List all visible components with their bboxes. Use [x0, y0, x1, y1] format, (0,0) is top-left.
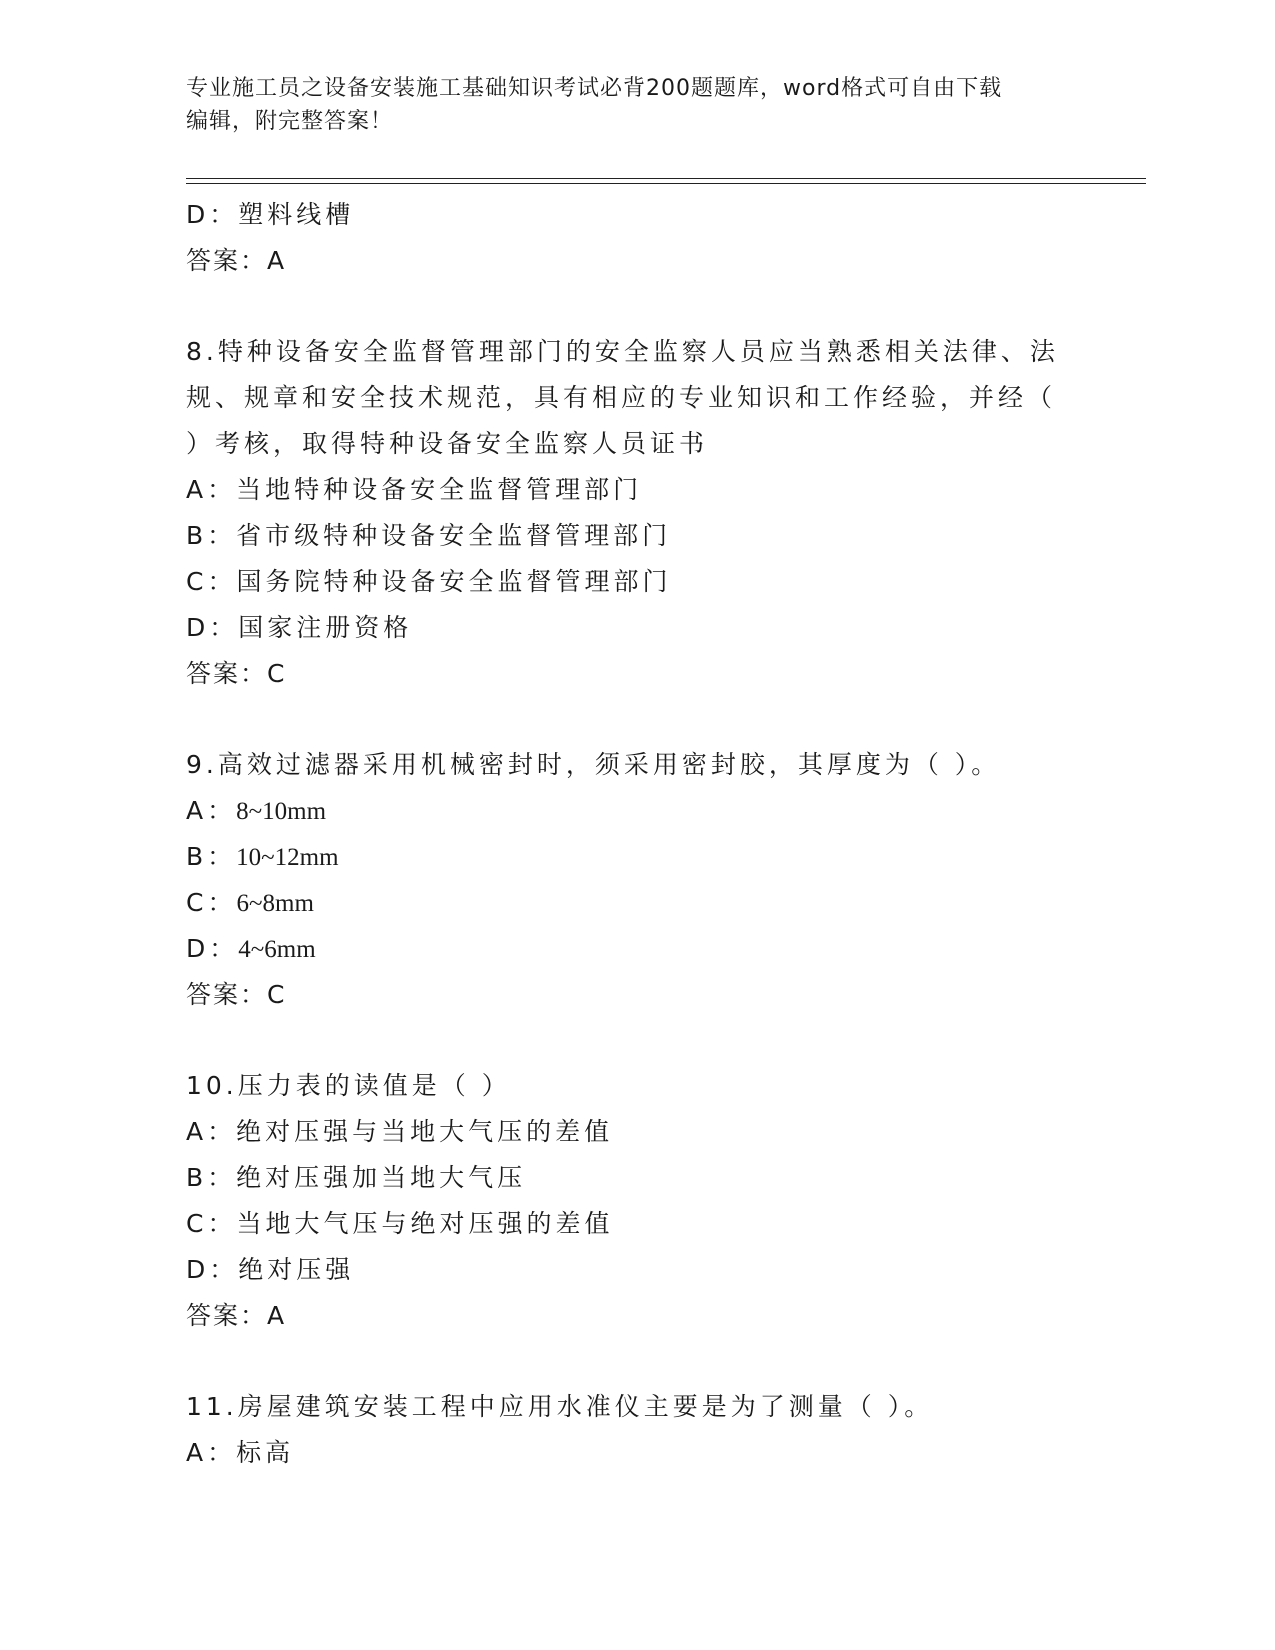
option-label: C：: [186, 888, 237, 917]
option-text: 4~6mm: [238, 936, 316, 963]
question-stem-line: 8.特种设备安全监督管理部门的安全监察人员应当熟悉相关法律、法: [186, 337, 1059, 366]
option-label: A：: [186, 1117, 237, 1146]
question-stem-line: 10.压力表的读值是（ ）: [186, 1071, 511, 1100]
option-b: [186, 513, 1086, 559]
answer-line: 答案：A: [186, 1301, 287, 1330]
question-spacer: [186, 1018, 1086, 1063]
question-list: [186, 192, 1086, 1476]
option-text: 当地大气压与绝对压强的差值: [236, 1209, 614, 1238]
option-text: 省市级特种设备安全监督管理部门: [236, 521, 672, 550]
option-label: A：: [186, 796, 237, 825]
option-a: [186, 1109, 1086, 1155]
option-c: [186, 1201, 1086, 1247]
option-label: A：: [186, 475, 237, 504]
header-divider-bottom: [186, 183, 1146, 184]
question-item-9: [186, 742, 1086, 1018]
option-b: [186, 1155, 1086, 1201]
option-a: [186, 467, 1086, 513]
question-stem-line: 11.房屋建筑安装工程中应用水准仪主要是为了测量（ ）。: [186, 1392, 934, 1421]
option-d: [186, 926, 1086, 972]
option-text: 绝对压强加当地大气压: [236, 1163, 527, 1192]
option-label: B：: [186, 521, 237, 550]
option-c: [186, 880, 1086, 926]
option-label: B：: [186, 842, 237, 871]
question-stem-line: 9.高效过滤器采用机械密封时，须采用密封胶，其厚度为（ ）。: [186, 750, 1001, 779]
option-label: A：: [186, 1438, 237, 1467]
option-text: 6~8mm: [236, 890, 314, 917]
option-text: 国家注册资格: [238, 613, 413, 642]
option-d: [186, 605, 1086, 651]
option-a: [186, 1430, 1086, 1476]
option-text: 绝对压强: [238, 1255, 355, 1284]
option-label: C：: [186, 567, 237, 596]
option-text: 8~10mm: [236, 798, 327, 825]
answer-line: 答案：A: [186, 246, 287, 275]
option-a: [186, 788, 1086, 834]
option-label: B：: [186, 1163, 237, 1192]
option-text: 当地特种设备安全监督管理部门: [236, 475, 643, 504]
option-label: D：: [186, 1255, 239, 1284]
option-text: 标高: [236, 1438, 295, 1467]
document-header: [186, 72, 1066, 138]
question-stem-line: ）考核，取得特种设备安全监察人员证书: [186, 429, 709, 458]
header-title-line-2: 编辑，附完整答案！: [186, 109, 394, 134]
option-text: 10~12mm: [236, 844, 339, 871]
question-spacer: [186, 284, 1086, 329]
option-label: C：: [186, 1209, 237, 1238]
header-title-line-1: 专业施工员之设备安装施工基础知识考试必背200题题库，word格式可自由下载: [186, 76, 1003, 101]
question-spacer: [186, 697, 1086, 742]
option-label: D：: [186, 934, 239, 963]
question-item-11: [186, 1384, 1086, 1476]
option-text: 绝对压强与当地大气压的差值: [236, 1117, 614, 1146]
question-item-8: [186, 329, 1086, 697]
header-divider-top: [186, 178, 1146, 179]
option-b: [186, 834, 1086, 880]
option-c: [186, 559, 1086, 605]
option-d: D：塑料线槽: [186, 200, 355, 229]
answer-line: 答案：C: [186, 980, 287, 1009]
question-item-10: [186, 1063, 1086, 1339]
question-spacer: [186, 1339, 1086, 1384]
option-text: 国务院特种设备安全监督管理部门: [236, 567, 672, 596]
option-label: D：: [186, 613, 239, 642]
answer-line: 答案：C: [186, 659, 287, 688]
option-d: [186, 1247, 1086, 1293]
question-stem-line: 规、规章和安全技术规范，具有相应的专业知识和工作经验，并经（: [186, 383, 1057, 412]
